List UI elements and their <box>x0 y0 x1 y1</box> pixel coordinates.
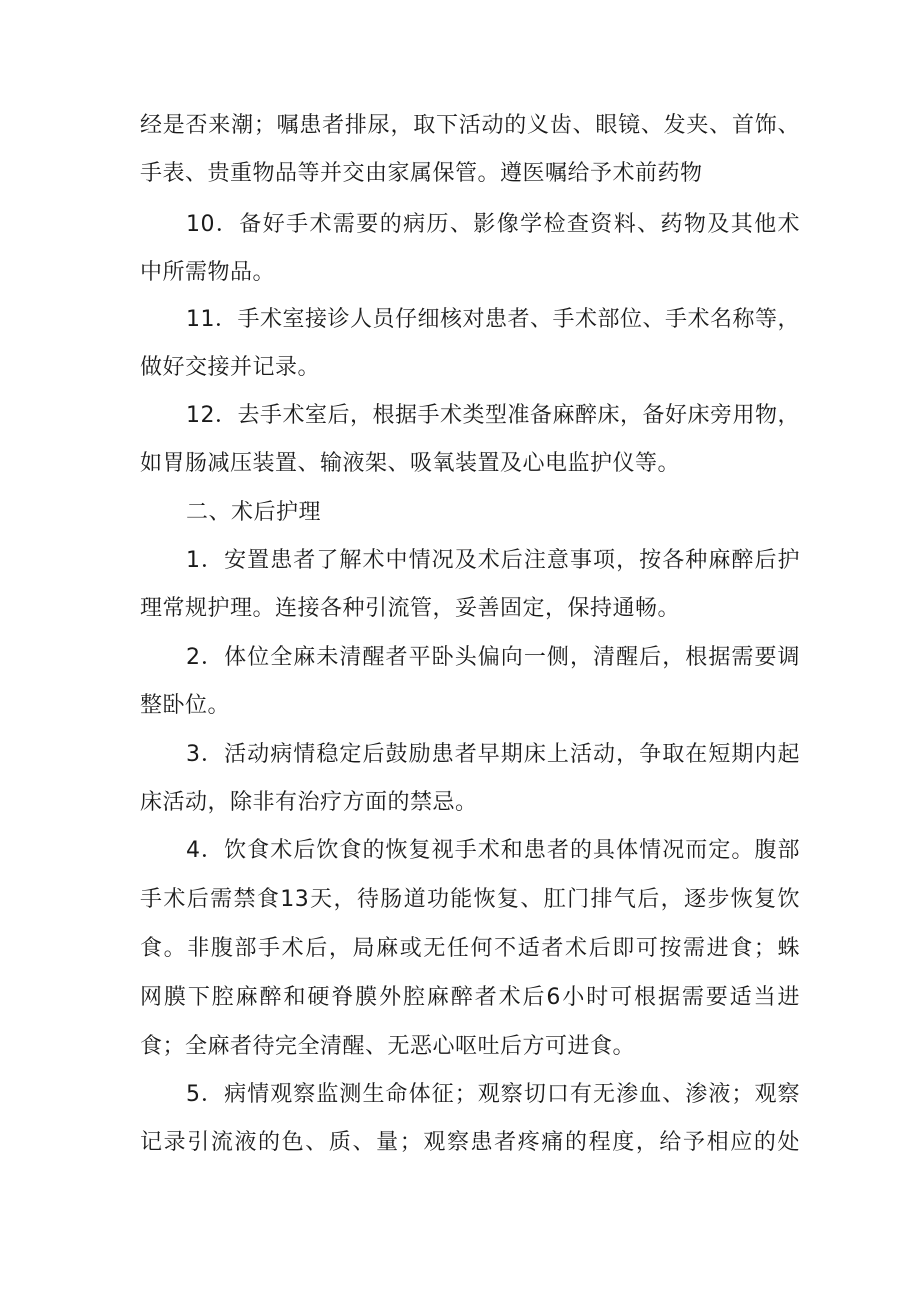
text-line: 4．饮食术后饮食的恢复视手术和患者的具体情况而定。腹部 <box>186 838 800 863</box>
text-line: 11．手术室接诊人员仔细核对患者、手术部位、手术名称等， <box>186 307 800 332</box>
text-line: 2．体位全麻未清醒者平卧头偏向一侧，清醒后，根据需要调 <box>186 645 800 670</box>
text-line: 手表、贵重物品等并交由家属保管。遵医嘱给予术前药物 <box>140 161 703 186</box>
text-line: 5．病情观察监测生命体征；观察切口有无渗血、渗液；观察 <box>186 1082 800 1107</box>
text-line: 3．活动病情稳定后鼓励患者早期床上活动，争取在短期内起 <box>186 742 800 767</box>
text-line: 床活动，除非有治疗方面的禁忌。 <box>140 790 478 815</box>
text-line: 食。非腹部手术后，局麻或无任何不适者术后即可按需进食；蛛 <box>140 936 800 961</box>
text-line: 网膜下腔麻醉和硬脊膜外腔麻醉者术后6小时可根据需要适当进 <box>140 985 800 1010</box>
text-line: 手术后需禁食13天，待肠道功能恢复、肛门排气后，逐步恢复饮 <box>140 887 800 912</box>
text-line: 经是否来潮；嘱患者排尿，取下活动的义齿、眼镜、发夹、首饰、 <box>140 113 800 138</box>
text-line: 中所需物品。 <box>140 260 276 285</box>
text-line: 如胃肠减压装置、输液架、吸氧装置及心电监护仪等。 <box>140 451 681 476</box>
text-line: 记录引流液的色、质、量；观察患者疼痛的程度，给予相应的处 <box>140 1130 800 1155</box>
text-line: 食；全麻者待完全清醒、无恶心呕吐后方可进食。 <box>140 1034 636 1059</box>
text-line: 10．备好手术需要的病历、影像学检查资料、药物及其他术 <box>186 212 800 237</box>
section-heading: 二、术后护理 <box>186 500 322 525</box>
text-line: 理常规护理。连接各种引流管，妥善固定，保持通畅。 <box>140 596 681 621</box>
text-line: 做好交接并记录。 <box>140 355 321 380</box>
text-line: 整卧位。 <box>140 693 231 718</box>
text-line: 12．去手术室后，根据手术类型准备麻醉床，备好床旁用物， <box>186 403 800 428</box>
text-line: 1．安置患者了解术中情况及术后注意事项，按各种麻醉后护 <box>186 548 800 573</box>
